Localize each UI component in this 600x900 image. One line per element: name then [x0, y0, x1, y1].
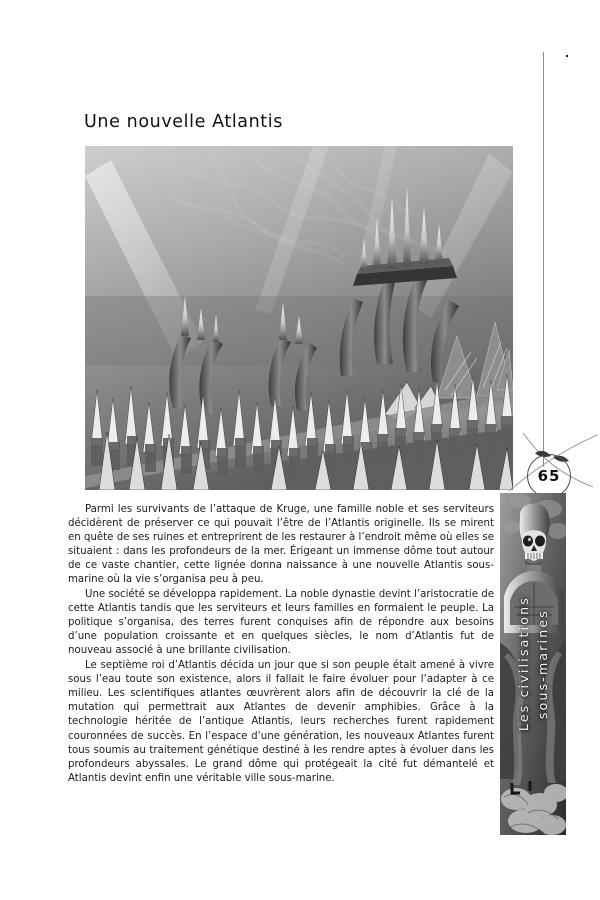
trim-rule	[543, 52, 544, 467]
body-text	[68, 503, 494, 786]
chapter-tab-line1: Les civilisations	[516, 596, 531, 732]
chapter-tab-image	[500, 493, 566, 835]
registration-dot	[566, 55, 568, 57]
page-number: 65	[537, 467, 561, 485]
chapter-tab-line2: sous-marines	[535, 608, 550, 720]
page-title: Une nouvelle Atlantis	[84, 112, 283, 132]
paragraph: Une société se développa rapidement. La noble dynastie devint l’aristocratie de cette Atlantis tandis que les serviteurs et leurs familles en formaient le peuple. La politique s’organisa, des terres furent conquises afin de répondre aux besoins d’une population croissante et en quelques siècles, le nom d’Atlantis fut de nouveau associé à une brillante civilisation.	[68, 589, 494, 657]
underwater-city-illustration	[85, 146, 513, 490]
paragraph: Parmi les survivants de l’attaque de Kruge, une famille noble et ses serviteurs décidèrent de préserver ce qui pouvait l’être de l’Atlantis originelle. Ils se mirent en quête de ses ruines et entreprirent de les restaurer à l’endroit même où elles se situaient : dans les profondeurs de la mer. Érigeant un immense dôme tout autour de ce vaste chantier, cette lignée donna naissance à une nouvelle Atlantis sous-marine où la vie s’organisa peu à peu.	[68, 504, 494, 586]
page-number-badge	[527, 454, 571, 498]
paragraph: Le septième roi d’Atlantis décida un jour que si son peuple était amené à vivre sous l’eau toute son existence, alors il fallait le faire évoluer pour l’adapter à ce milieu. Les scientifiques atlantes œuvrèrent alors afin de découvrir la clé de la mutation qui permettrait aux Atlantes de devenir amphibies. Grâce à la technologie héritée de l’antique Atlantis, leurs recherches furent rapidement couronnées de succès. En l’espace d’une génération, les nouveaux Atlantes furent tous soumis au traitement génétique destiné à les rendre aptes à évoluer dans les profondeurs abyssales. Le grand dôme qui protégeait la cité fut démantelé et Atlantis devint enfin une véritable ville sous-marine.	[68, 660, 494, 784]
